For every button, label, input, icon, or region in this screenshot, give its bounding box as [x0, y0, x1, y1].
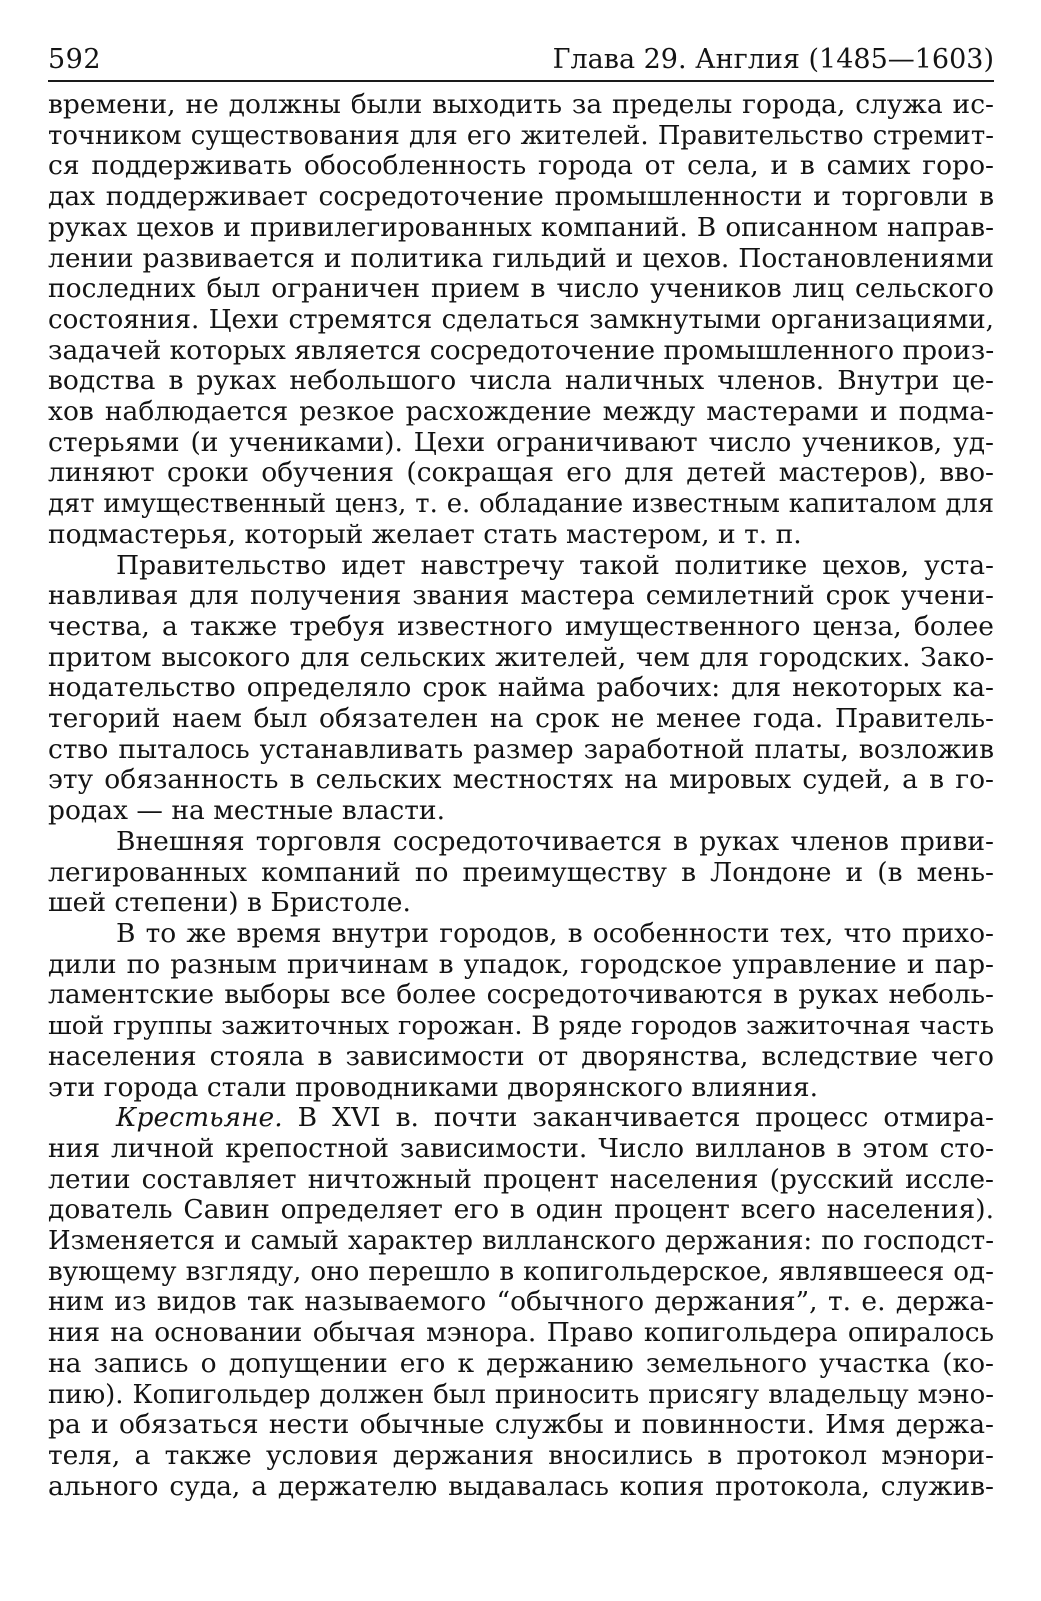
text-line: притом высокого для сельских жителей, чем для городских. Зако-	[48, 641, 994, 673]
text-line: ство пыталось устанавливать размер заработной платы, возложив	[48, 733, 994, 765]
text-line: Внешняя торговля сосредоточивается в руках членов приви-	[116, 825, 994, 857]
paragraph	[48, 919, 994, 1103]
text-line: навливая для получения звания мастера семилетний срок учени-	[48, 580, 994, 612]
text-line: состояния. Цехи стремятся сделаться замкнутыми организациями,	[48, 304, 994, 335]
paragraph	[48, 90, 994, 551]
paragraph	[48, 1103, 994, 1502]
text-line: ального суда, а держателю выдавалась копия протокола, служив-	[48, 1470, 994, 1502]
text-line: водства в руках небольшого числа наличных членов. Внутри це-	[48, 365, 994, 397]
text-line: летии составляет ничтожный процент населения (русский иссле-	[48, 1163, 994, 1195]
text-line: линяют сроки обучения (сокращая его для детей мастеров), вво-	[48, 457, 994, 489]
text-line: задачей которых является сосредоточение промышленного произ-	[48, 334, 995, 366]
text-line: родах — на местные власти.	[48, 795, 446, 827]
text-line: стерьями (и учениками). Цехи ограничивают число учеников, уд-	[48, 426, 994, 458]
section-lead-italic: Крестьяне.	[116, 1102, 283, 1134]
text-line: точником существования для его жителей. Правительство стремит-	[48, 120, 994, 151]
page-number: 592	[48, 44, 102, 75]
text-line: ния на основании обычая мэнора. Право копигольдера опиралось	[48, 1317, 994, 1349]
text-line: легированных компаний по преимуществу в Лондоне и (в мень-	[48, 856, 994, 888]
text-line: пию). Копигольдер должен был приносить присягу владельцу мэно-	[48, 1379, 994, 1410]
text-line: подмастерья, который желает стать мастером, и т. п.	[48, 518, 802, 550]
text-line: чества, а также требуя известного имущественного ценза, более	[48, 610, 994, 642]
text-line: времени, не должны были выходить за пределы города, служа ис-	[48, 89, 994, 120]
text-line	[48, 1103, 994, 1134]
text-line: ния личной крепостной зависимости. Число вилланов в этом сто-	[48, 1132, 994, 1164]
text-line: Изменяется и самый характер вилланского держания: по господст-	[48, 1226, 994, 1257]
text-line: ся поддерживать обособленность города от села, и в самих горо-	[48, 150, 994, 182]
body-text	[48, 90, 994, 1502]
text-line: ламентские выборы все более сосредоточиваются в руках неболь-	[48, 979, 994, 1011]
text-line: нодательство определяло срок найма рабочих: для некоторых ка-	[48, 672, 994, 704]
text-line: дователь Савин определяет его в один процент всего населения).	[48, 1194, 994, 1226]
text-line: лении развивается и политика гильдий и цехов. Постановлениями	[48, 242, 994, 274]
book-page	[48, 42, 994, 1502]
text-line: эти города стали проводниками дворянского влияния.	[48, 1071, 819, 1103]
text-line: ним из видов так называемого “обычного держания”, т. е. держа-	[48, 1286, 994, 1318]
text-line: шей степени) в Бристоле.	[48, 887, 411, 919]
paragraph	[48, 827, 994, 919]
text-line: населения стояла в зависимости от дворянства, вследствие чего	[48, 1040, 994, 1072]
text-line: на запись о допущении его к держанию земельного участка (ко-	[48, 1347, 994, 1379]
text-line: шой группы зажиточных горожан. В ряде городов зажиточная часть	[48, 1011, 994, 1042]
text-line: ра и обязаться нести обычные службы и повинности. Имя держа-	[48, 1409, 994, 1441]
text-line: дили по разным причинам в упадок, городское управление и пар-	[48, 948, 994, 980]
text-line: руках цехов и привилегированных компаний. В описанном направ-	[48, 212, 994, 243]
text-line: последних был ограничен прием в число учеников лиц сельского	[48, 273, 994, 305]
text-line: хов наблюдается резкое расхождение между мастерами и подма-	[48, 396, 994, 428]
text-line: Правительство идет навстречу такой политике цехов, уста-	[116, 549, 994, 581]
section-lead-text: В XVI в. почти заканчивается процесс отмира-	[282, 1102, 994, 1134]
text-line: В то же время внутри городов, в особенности тех, что прихо-	[116, 917, 994, 949]
text-line: дах поддерживает сосредоточение промышленности и торговли в	[48, 181, 994, 213]
paragraph	[48, 551, 994, 827]
text-line: эту обязанность в сельских местностях на мировых судей, а в го-	[48, 764, 994, 796]
text-line: вующему взгляду, оно перешло в копигольдерское, являвшееся од-	[48, 1256, 994, 1287]
running-header	[48, 42, 994, 82]
text-line: дят имущественный ценз, т. е. обладание известным капиталом для	[48, 489, 994, 520]
text-line: теля, а также условия держания вносились в протокол мэнори-	[48, 1439, 994, 1471]
text-line: тегорий наем был обязателен на срок не менее года. Правитель-	[48, 703, 994, 735]
chapter-title: Глава 29. Англия (1485—1603)	[552, 44, 994, 75]
